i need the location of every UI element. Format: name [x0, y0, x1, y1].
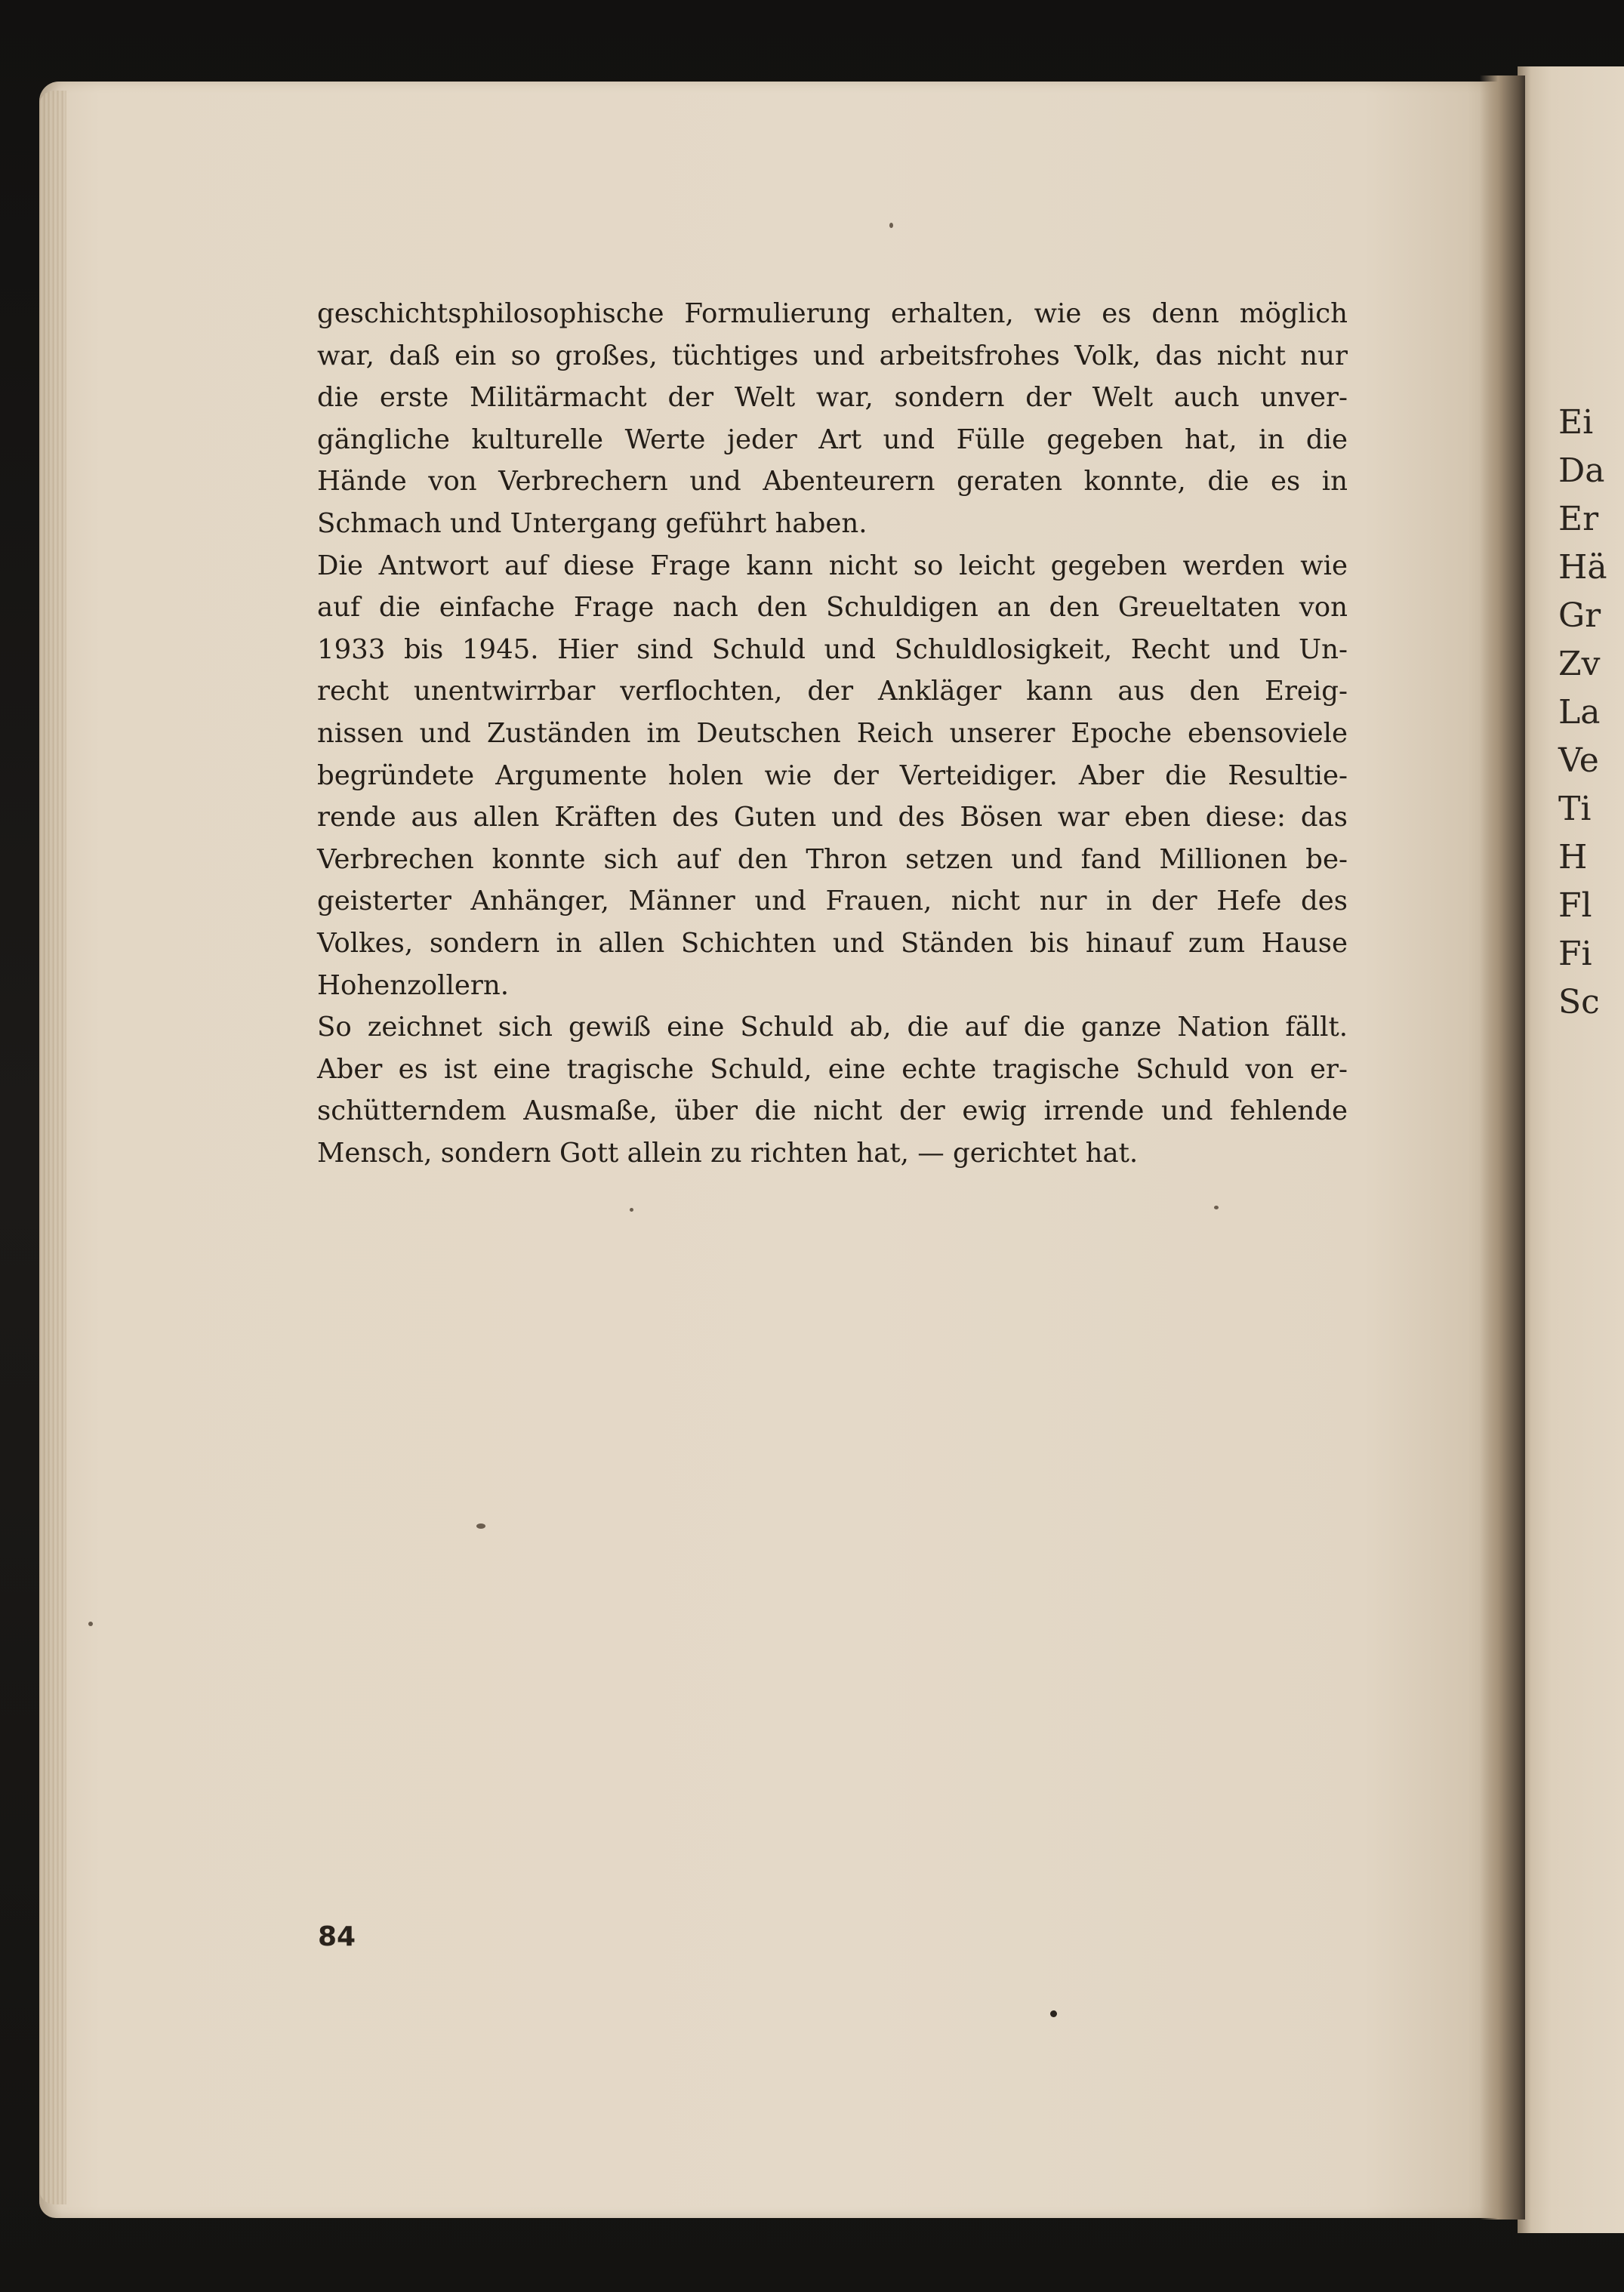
- paper-speck: [1214, 1206, 1219, 1209]
- text-line: nissen und Zuständen im Deutschen Reich unserer Epoche ebensoviele: [317, 717, 1348, 749]
- text-line: die erste Militärmacht der Welt war, sondern der Welt auch unver-: [317, 382, 1348, 414]
- text-line: rende aus allen Kräften des Guten und des Bösen war eben diese: das: [317, 802, 1348, 833]
- text-line: war, daß ein so großes, tüchtiges und arbeitsfrohes Volk, das nicht nur: [317, 340, 1348, 371]
- next-page-line: Ve: [1558, 741, 1599, 780]
- text-line: Schmach und Untergang geführt haben.: [317, 507, 867, 539]
- text-line: Hohenzollern.: [317, 969, 509, 1001]
- text-line: 1933 bis 1945. Hier sind Schuld und Schuldlosigkeit, Recht und Un-: [317, 633, 1348, 665]
- text-line: Hände von Verbrechern und Abenteurern geraten konnte, die es in: [317, 466, 1348, 498]
- book-gutter: [1480, 75, 1525, 2220]
- next-page-text: [1558, 399, 1607, 1027]
- next-page-line: Da: [1558, 451, 1605, 490]
- text-line: auf die einfache Frage nach den Schuldigen an den Greueltaten von: [317, 592, 1348, 624]
- page-edge: [39, 91, 66, 2204]
- text-line: Mensch, sondern Gott allein zu richten hat, — gerichtet hat.: [317, 1137, 1139, 1169]
- paper-speck: [88, 1622, 93, 1626]
- page-number: 84: [318, 1921, 356, 1952]
- next-page-line: Fl: [1558, 886, 1592, 925]
- paper-speck: [476, 1523, 485, 1529]
- text-line: schütterndem Ausmaße, über die nicht der ewig irrende und fehlende: [317, 1095, 1348, 1127]
- next-page-line: H: [1558, 838, 1588, 876]
- text-line: So zeichnet sich gewiß eine Schuld ab, die auf die ganze Nation fällt.: [317, 1012, 1348, 1043]
- text-line: recht unentwirrbar verflochten, der Ankläger kann aus den Ereig-: [317, 676, 1348, 707]
- next-page-line: La: [1558, 693, 1601, 732]
- next-page-line: Zv: [1558, 645, 1601, 683]
- body-text: [317, 293, 1348, 1174]
- text-line: Verbrechen konnte sich auf den Thron setzen und fand Millionen be-: [317, 843, 1348, 875]
- text-line: gängliche kulturelle Werte jeder Art und Fülle gegeben hat, in die: [317, 424, 1348, 455]
- paper-speck: [889, 223, 893, 228]
- next-page-line: Ei: [1558, 403, 1594, 442]
- next-page-line: Sc: [1558, 983, 1600, 1021]
- next-page-line: Gr: [1558, 596, 1601, 635]
- text-line: geisterter Anhänger, Männer und Frauen, nicht nur in der Hefe des: [317, 886, 1348, 917]
- next-page: [1518, 66, 1624, 2233]
- text-line: begründete Argumente holen wie der Verteidiger. Aber die Resultie-: [317, 759, 1348, 791]
- text-line: Die Antwort auf diese Frage kann nicht so leicht gegeben werden wie: [317, 550, 1348, 581]
- text-line: Aber es ist eine tragische Schuld, eine echte tragische Schuld von er-: [317, 1053, 1348, 1085]
- paper-speck: [1050, 2010, 1057, 2017]
- next-page-line: Ti: [1558, 790, 1592, 828]
- next-page-line: Hä: [1558, 548, 1607, 587]
- text-line: Volkes, sondern in allen Schichten und Ständen bis hinauf zum Hause: [317, 927, 1348, 959]
- next-page-line: Er: [1558, 500, 1599, 538]
- text-line: geschichtsphilosophische Formulierung erhalten, wie es denn möglich: [317, 298, 1348, 329]
- next-page-line: Fi: [1558, 935, 1592, 973]
- paper-speck: [630, 1208, 633, 1212]
